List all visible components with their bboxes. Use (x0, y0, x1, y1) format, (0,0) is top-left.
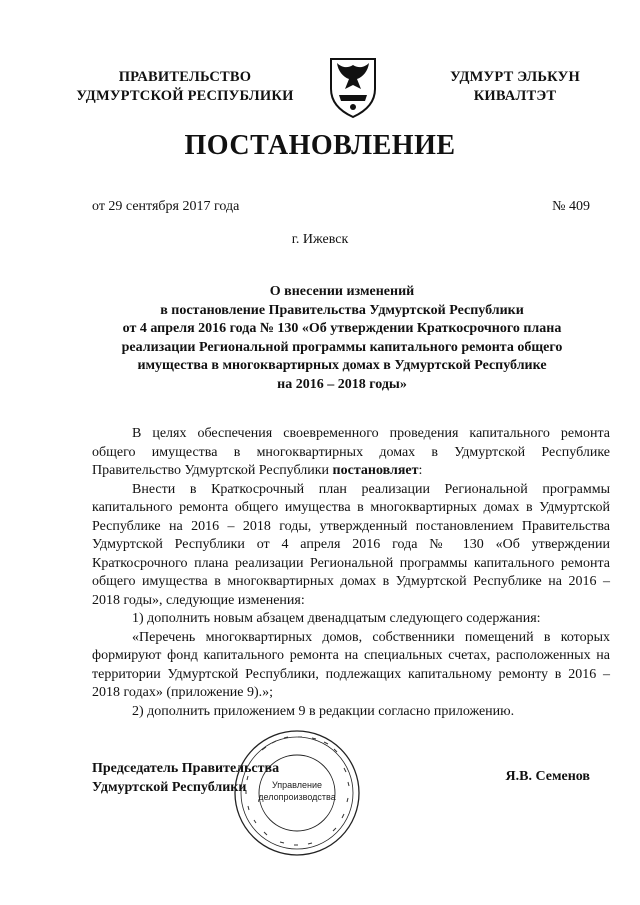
document-number: № 409 (552, 199, 590, 214)
title-line: в постановление Правительства Удмуртской Республики (160, 302, 524, 318)
document-body (92, 425, 610, 721)
paragraph-punct: : (418, 463, 423, 478)
body-paragraph: 2) дополнить приложением 9 в редакции согласно приложению. (132, 703, 515, 719)
body-paragraph: Внести в Краткосрочный план реализации Региональной программы капитального ремонта общего имущества в многоквартирных домах в Удмуртской Республике на 2016 – 2018 годы, утвержденный постановлением Правительства Удмуртской Республики от 4 апреля 2016 года № 130 «Об утверждении Краткосрочного плана реализации Региональной программы капитального ремонта общего имущества в многоквартирных домах в Удмуртской Республике на 2016 – 2018 годы», следующие изменения: (92, 481, 610, 608)
resolution-keyword: постановляет (332, 463, 419, 478)
org-name-udmurt-line1: УДМУРТ ЭЛЬКУН (450, 69, 580, 85)
stamp-text-line2: делопроизводства (258, 792, 336, 802)
signatory-name: Я.В. Семенов (505, 769, 590, 784)
udmurt-coat-of-arms-icon (327, 55, 379, 119)
office-stamp (232, 728, 362, 858)
body-paragraph (92, 425, 610, 481)
signatory-title-line2: Удмуртской Республики (92, 779, 247, 795)
document-type-heading: ПОСТАНОВЛЕНИЕ (184, 130, 456, 161)
org-name-russian-line2: УДМУРТСКОЙ РЕСПУБЛИКИ (76, 88, 294, 104)
title-line: имущества в многоквартирных домах в Удмуртской Республике (137, 358, 547, 373)
org-name-udmurt-line2: КИВАЛТЭТ (473, 88, 557, 104)
paragraph-text: В целях обеспечения своевременного проведения капитального ремонта общего имущества в многоквартирных домах в Удмуртской Республике Правительство Удмуртской Республики (92, 426, 610, 478)
body-paragraph: 1) дополнить новым абзацем двенадцатым следующего содержания: (132, 611, 541, 626)
signatory-title-line1: Председатель Правительства (92, 761, 280, 776)
title-line: О внесении изменений (269, 284, 415, 299)
org-name-udmurt (420, 68, 610, 106)
body-paragraph: «Перечень многоквартирных домов, собственники помещений в которых формируют фонд капитального ремонта на специальных счетах, расположенных на территории Удмуртской Республики, подлежащих капитальному ремонту в 2016 – 2018 годах» (приложение 9).»; (92, 629, 610, 700)
title-line: от 4 апреля 2016 года № 130 «Об утверждении Краткосрочного плана (122, 321, 562, 336)
title-line: на 2016 – 2018 годы» (277, 376, 407, 392)
document-city: г. Ижевск (291, 232, 349, 247)
org-name-russian (60, 68, 310, 106)
org-name-russian-line1: ПРАВИТЕЛЬСТВО (118, 69, 252, 85)
document-title (92, 283, 592, 394)
document-date: от 29 сентября 2017 года (92, 199, 240, 214)
stamp-text-line1: Управление (271, 780, 323, 790)
title-line: реализации Региональной программы капитального ремонта общего (121, 339, 563, 355)
